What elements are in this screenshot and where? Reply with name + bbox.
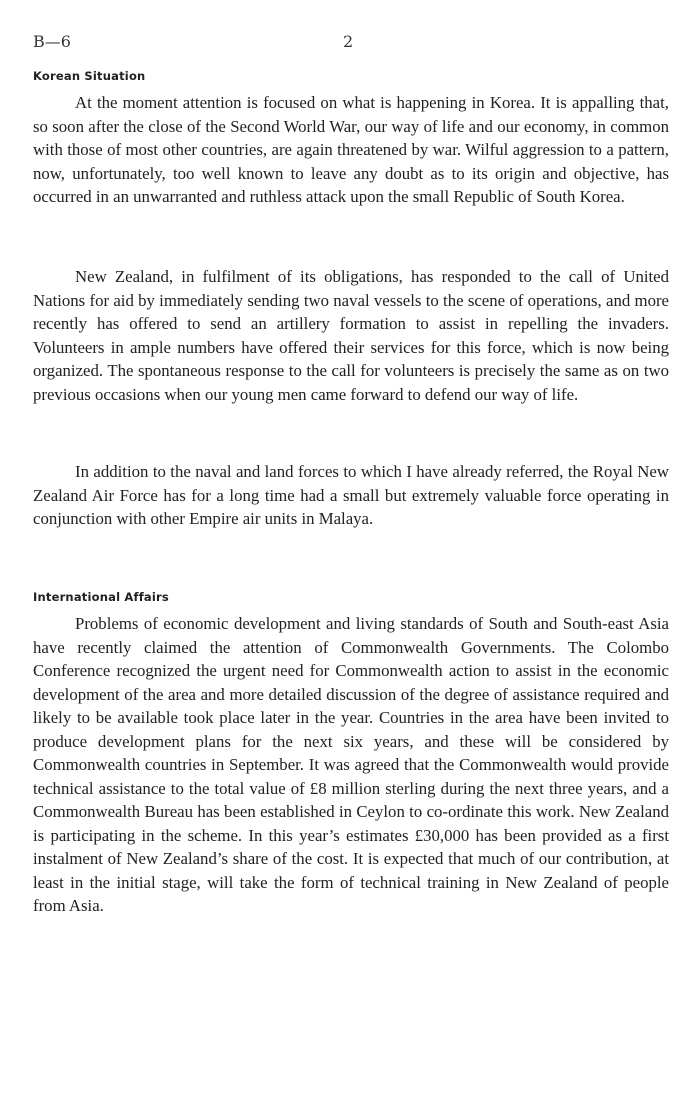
section-heading-international-affairs: International Affairs bbox=[33, 590, 169, 604]
paragraph-international-1: Problems of economic development and living standards of South and South-east Asia have recently claimed the attention of Commonwealth Governments. The Colombo Conference recognized the urgent need for Commonwealth action to assist in the economic development of the area and more detailed discussion of the degree of assistance required and likely to be available took place later in the year. Countries in the area have been invited to produce development plans for the next six years, and these will be considered by Commonwealth countries in September. It was agreed that the Commonwealth would provide technical assistance to the total value of £8 million sterling during the next three years, and a Commonwealth Bureau has been established in Ceylon to co-ordinate this work. New Zealand is participating in the scheme. In this year’s estimates £30,000 has been provided as a first instalment of New Zealand’s share of the cost. It is expected that much of our contribution, at least in the initial stage, will take the form of technical training in New Zealand of people from Asia. bbox=[33, 614, 669, 915]
document-reference: B—6 bbox=[33, 32, 71, 51]
page-number: 2 bbox=[343, 32, 354, 51]
paragraph-korea-3: In addition to the naval and land forces to which I have already referred, the Royal New Zealand Air Force has for a long time had a small but extremely valuable force operating in conjunction with other Empire air units in Malaya. bbox=[33, 462, 669, 528]
section-heading-korean-situation: Korean Situation bbox=[33, 69, 146, 83]
paragraph-korea-2: New Zealand, in fulfilment of its obligations, has responded to the call of United Nations for aid by immediately sending two naval vessels to the scene of operations, and more recently has offered to send an artillery formation to assist in repelling the invaders. Volunteers in ample numbers have offered their services for this force, which is now being organized. The spontaneous response to the call for volunteers is precisely the same as on two previous occasions when our young men came forward to defend our way of life. bbox=[33, 267, 669, 404]
paragraph-korea-1: At the moment attention is focused on what is happening in Korea. It is appalling that, so soon after the close of the Second World War, our way of life and our economy, in common with those of most other countries, are again threatened by war. Wilful aggression to a pattern, now, unfortunately, too well known to leave any doubt as to its origin and objective, has occurred in an unwarranted and ruthless attack upon the small Republic of South Korea. bbox=[33, 93, 669, 206]
